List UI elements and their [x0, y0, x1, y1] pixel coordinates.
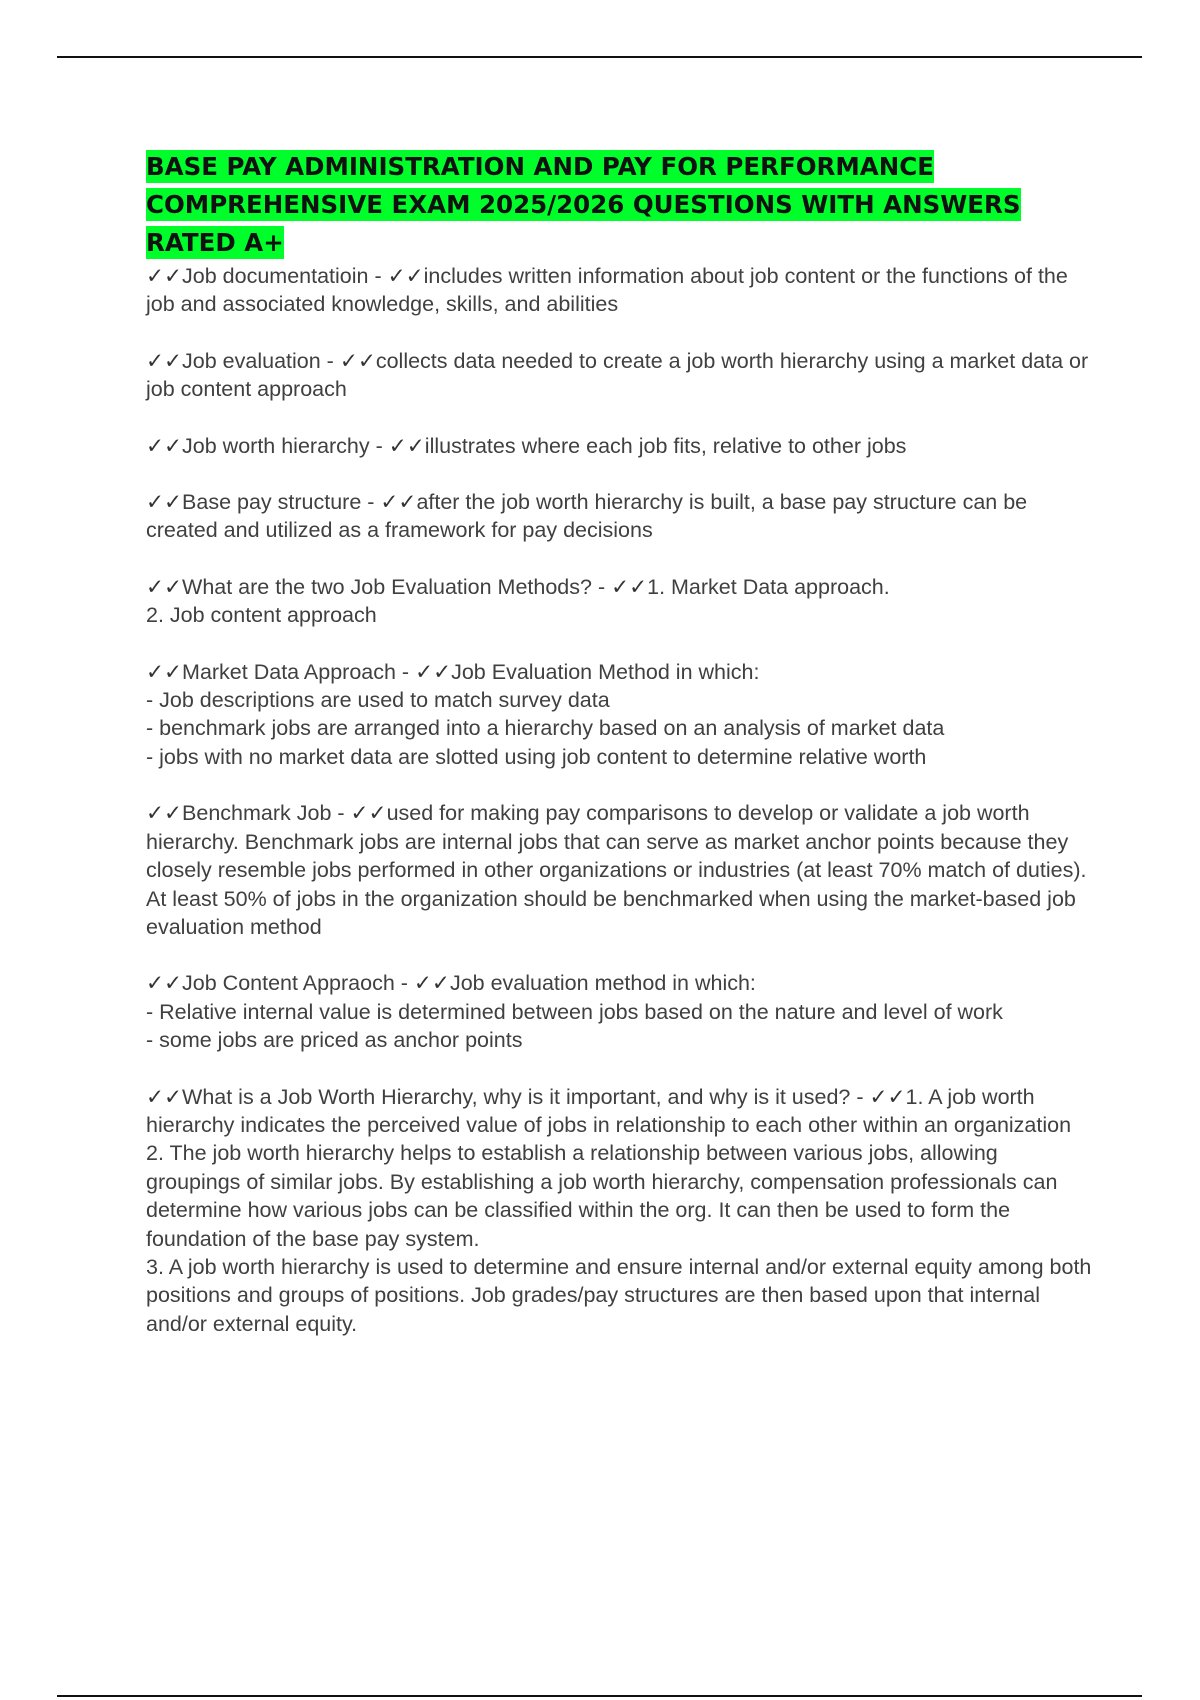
qa-question: What are the two Job Evaluation Methods? — [182, 574, 592, 599]
qa-answer: Job evaluation method in which: - Relative internal value is determined between jobs based on the nature and level of work - some jobs are priced as anchor points — [146, 971, 1003, 1053]
qa-entry: ✓✓Benchmark Job - ✓✓used for making pay comparisons to develop or validate a job worth hierarchy. Benchmark jobs are internal jobs that can serve as market anchor points because they closely resemble jobs performed in other organizations or industries (at least 70% match of duties). At least 50% of jobs in the organization should be benchmarked when using the market-based job evaluation method — [146, 801, 1087, 939]
qa-entry: ✓✓What is a Job Worth Hierarchy, why is it important, and why is it used? - ✓✓1. A job worth hierarchy indicates the perceived value of jobs in relationship to each other within an organization 2. The job worth hierarchy helps to establish a relationship between various jobs, allowing groupings of similar jobs. By establishing a job worth hierarchy, compensation professionals can determine how various jobs can be classified within the org. It can then be used to form the foundation of the base pay system. 3. A job worth hierarchy is used to determine and ensure internal and/or external equity among both positions and groups of positions. Job grades/pay structures are then based upon that internal and/or external equity. — [146, 1084, 1092, 1336]
qa-answer: 1. Market Data approach. 2. Job content approach — [146, 574, 890, 628]
qa-question: Job evaluation — [182, 348, 321, 373]
qa-answer: includes written information about job content or the functions of the job and associated knowledge, skills, and abilities — [146, 264, 1068, 317]
document-body — [146, 148, 1096, 1366]
qa-entry: ✓✓Job worth hierarchy - ✓✓illustrates where each job fits, relative to other jobs — [146, 433, 907, 458]
qa-question: What is a Job Worth Hierarchy, why is it important, and why is it used? — [182, 1084, 851, 1109]
qa-question: Job worth hierarchy — [182, 433, 370, 458]
bottom-rule — [57, 1695, 1142, 1697]
qa-question: Market Data Approach — [182, 659, 396, 684]
qa-question: Base pay structure — [182, 490, 362, 515]
qa-entry: ✓✓What are the two Job Evaluation Methods? - ✓✓1. Market Data approach. 2. Job content approach — [146, 574, 890, 628]
top-rule — [57, 56, 1142, 58]
document-title — [146, 148, 1096, 262]
qa-answer: 1. A job worth hierarchy indicates the perceived value of jobs in relationship to each other within an organization 2. The job worth hierarchy helps to establish a relationship between various jobs, allowing groupings of similar jobs. By establishing a job worth hierarchy, compensation professionals can determine how various jobs can be classified within the org. It can then be used to form the foundation of the base pay system. 3. A job worth hierarchy is used to determine and ensure internal and/or external equity among both positions and groups of positions. Job grades/pay structures are then based upon that internal and/or external equity. — [146, 1084, 1092, 1336]
qa-question: Job Content Appraoch — [182, 971, 395, 996]
qa-answer: after the job worth hierarchy is built, a base pay structure can be created and utilized as a framework for pay decisions — [146, 490, 1028, 543]
qa-question: Job documentatioin — [182, 264, 369, 288]
qa-entry: ✓✓Market Data Approach - ✓✓Job Evaluation Method in which: - Job descriptions are used to match survey data - benchmark jobs are arranged into a hierarchy based on an analysis of market data - jobs with no market data are slotted using job content to determine relative worth — [146, 659, 945, 769]
qa-entry: ✓✓Base pay structure - ✓✓after the job worth hierarchy is built, a base pay structure can be created and utilized as a framework for pay decisions — [146, 490, 1028, 543]
qa-question: Benchmark Job — [182, 801, 332, 826]
qa-entry: ✓✓Job Content Appraoch - ✓✓Job evaluation method in which: - Relative internal value is determined between jobs based on the nature and level of work - some jobs are priced as anchor points — [146, 971, 1003, 1053]
qa-entry: ✓✓Job evaluation - ✓✓collects data needed to create a job worth hierarchy using a market data or job content approach — [146, 348, 1089, 402]
title-highlight: BASE PAY ADMINISTRATION AND PAY FOR PERFORMANCE COMPREHENSIVE EXAM 2025/2026 QUESTIONS WITH ANSWERS RATED A+ — [146, 152, 1021, 257]
qa-entry: ✓✓Job documentatioin - ✓✓includes written information about job content or the functions of the job and associated knowledge, skills, and abilities — [146, 264, 1068, 317]
qa-list — [146, 262, 1096, 1338]
qa-answer: used for making pay comparisons to develop or validate a job worth hierarchy. Benchmark jobs are internal jobs that can serve as market anchor points because they closely resemble jobs performed in other organizations or industries (at least 70% match of duties). At least 50% of jobs in the organization should be benchmarked when using the market-based job evaluation method — [146, 801, 1087, 939]
qa-answer: illustrates where each job fits, relative to other jobs — [424, 433, 907, 458]
qa-answer: Job Evaluation Method in which: - Job descriptions are used to match survey data - benchmark jobs are arranged into a hierarchy based on an analysis of market data - jobs with no market data are slotted using job content to determine relative worth — [146, 659, 945, 769]
qa-answer: collects data needed to create a job worth hierarchy using a market data or job content approach — [146, 348, 1089, 402]
